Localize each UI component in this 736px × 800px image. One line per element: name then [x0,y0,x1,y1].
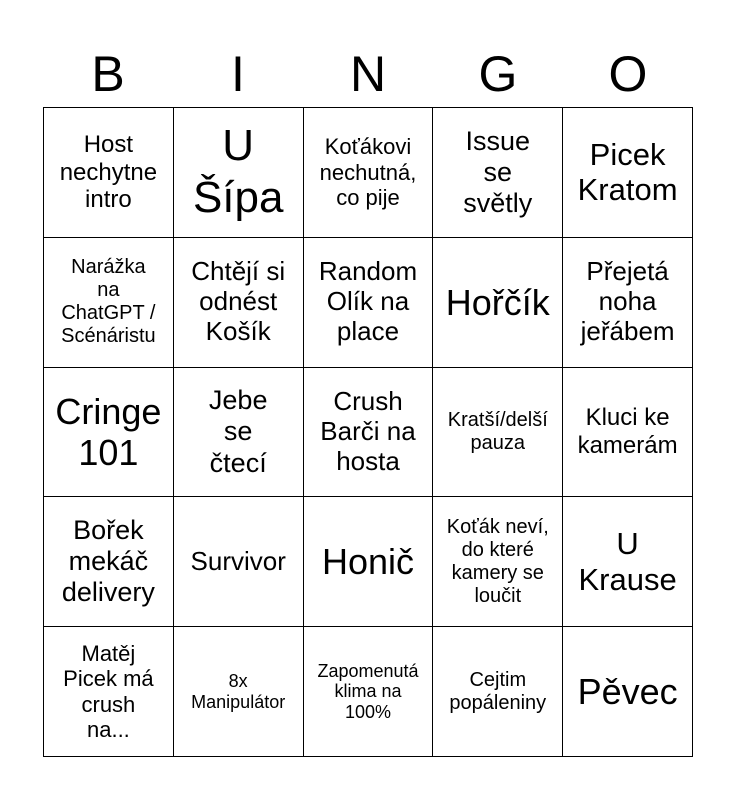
bingo-cell[interactable] [563,238,693,368]
bingo-cell[interactable] [433,497,563,627]
cell-text: Zapomenutá klima na 100% [317,660,419,722]
bingo-board [43,107,693,757]
bingo-cell[interactable] [433,627,563,757]
bingo-cell[interactable] [174,238,304,368]
cell-text: Narážka na ChatGPT / Scénáristu [61,256,156,348]
bingo-cell[interactable] [304,108,434,238]
cell-text: Matěj Picek má crush na... [63,641,154,742]
cell-text: Crush Barči na hosta [320,386,416,476]
cell-text: Kluci ke kamerám [577,404,678,459]
bingo-cell[interactable] [304,238,434,368]
header-letter-i: I [231,46,245,102]
bingo-cell[interactable] [304,368,434,498]
bingo-cell[interactable] [44,627,174,757]
cell-text: Issue se světly [463,125,533,218]
bingo-cell[interactable] [44,108,174,238]
header-letter-g: G [478,46,518,102]
bingo-cell[interactable] [304,627,434,757]
bingo-cell[interactable] [433,108,563,238]
cell-text: Bořek mekáč delivery [61,515,155,608]
bingo-cell[interactable] [174,497,304,627]
bingo-cell[interactable] [174,627,304,757]
cell-text: Koťákovi nechutná, co pije [319,134,417,211]
bingo-cell[interactable] [433,368,563,498]
cell-text: Cejtim popáleniny [449,668,547,714]
bingo-cell[interactable] [563,368,693,498]
bingo-cell[interactable] [563,497,693,627]
cell-text: Kratší/delší pauza [447,408,548,454]
bingo-cell[interactable] [433,238,563,368]
bingo-header [43,40,693,108]
cell-text: 8x Manipulátor [191,670,286,712]
cell-text: Honič [321,541,415,583]
cell-text: Random Olík na place [318,256,418,347]
cell-text: Hořčík [445,281,550,323]
cell-text: U Krause [578,526,677,597]
cell-text: Chtějí si odnést Košík [191,256,286,347]
bingo-cell[interactable] [304,497,434,627]
cell-text: Přejetá noha jeřábem [580,256,675,347]
header-letter-o: O [608,46,648,102]
cell-text: U Šípa [192,120,284,223]
bingo-cell[interactable] [174,108,304,238]
bingo-cell[interactable] [174,368,304,498]
cell-text: Survivor [190,545,286,576]
header-letter-b: B [91,46,125,102]
cell-text: Picek Kratom [577,136,678,208]
cell-text: Jebe se čtecí [208,385,268,478]
cell-text: Koťák neví, do které kamery se loučit [446,515,549,607]
bingo-cell[interactable] [563,108,693,238]
bingo-cell[interactable] [563,627,693,757]
cell-text: Host nechytne intro [59,131,158,214]
header-letter-n: N [349,46,387,102]
bingo-cell[interactable] [44,238,174,368]
bingo-cell[interactable] [44,497,174,627]
bingo-cell[interactable] [44,368,174,498]
cell-text: Cringe 101 [55,390,162,473]
cell-text: Pěvec [577,670,678,712]
